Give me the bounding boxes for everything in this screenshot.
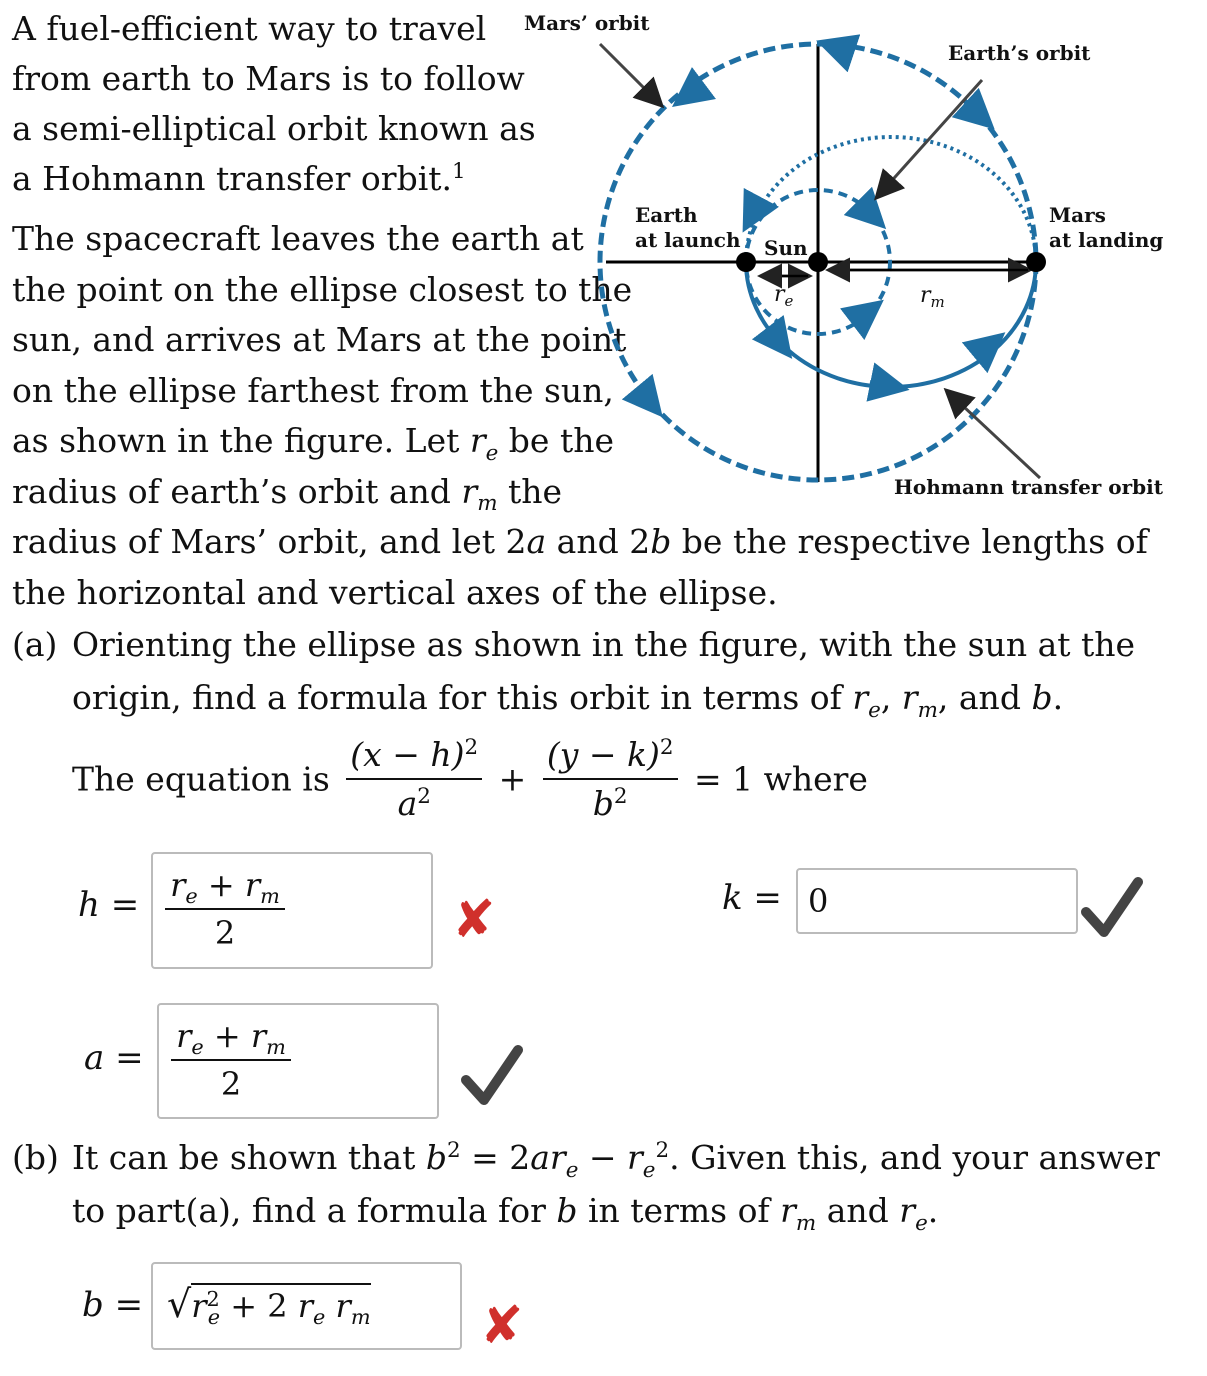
intro-line: A fuel-efficient way to travel (12, 9, 487, 48)
k-label: k = (722, 878, 782, 918)
para-text: be the radius of earth’s orbit and (12, 421, 614, 511)
k-answer-field[interactable] (796, 868, 1078, 934)
part-b-label: (b) (12, 1138, 59, 1177)
hohmann-transfer-path (746, 262, 1036, 387)
var-re: $r_e$ (469, 421, 499, 466)
label-earth-launch-2: at launch (635, 228, 741, 252)
incorrect-icon: ✘ (480, 1296, 524, 1356)
equation-line (72, 735, 972, 825)
intro-line (12, 154, 662, 204)
hohmann-orbit-figure (524, 0, 1180, 510)
var-rm: $r_m$ (461, 471, 498, 516)
label-mars-landing-1: Mars (1049, 203, 1106, 227)
label-earth-orbit: Earth’s orbit (948, 41, 1091, 65)
sun-point (808, 252, 828, 272)
part-a-text: origin, find a formula for this orbit in terms of $r_e$, $r_m$, and b. (72, 678, 1064, 723)
incorrect-icon: ✘ (452, 890, 496, 950)
a-label: a = (84, 1038, 144, 1078)
var-a: a (526, 522, 547, 561)
equation-suffix: = 1 where (694, 759, 868, 799)
label-sun: Sun (764, 236, 808, 260)
label-re: $r_e$ (774, 282, 794, 310)
a-answer-field[interactable]: $\frac{r_e + r_m}{2}$ (157, 1003, 439, 1119)
h-answer-field[interactable]: $\frac{r_e + r_m}{2}$ (151, 852, 433, 969)
mars-point (1026, 252, 1046, 272)
b-answer-field[interactable] (151, 1262, 462, 1350)
intro-line: from earth to Mars is to follow (12, 59, 525, 98)
b-value: $√r^2_e + 2$ $r_e$ $r_m$ (167, 1282, 371, 1330)
correct-icon (460, 1040, 524, 1110)
footnote-marker[interactable]: 1 (452, 159, 466, 185)
label-earth-launch-1: Earth (635, 203, 698, 227)
part-a-label: (a) (12, 625, 58, 664)
correct-icon (1080, 872, 1144, 942)
fraction-x: $\frac{(x - h)^2}{a^2}$ (346, 735, 482, 823)
plus-sign: + (498, 759, 527, 799)
intro-line: a semi-elliptical orbit known as (12, 109, 536, 148)
h-label: h = (78, 885, 140, 925)
para-text: The spacecraft leaves the earth at the point on the ellipse closest to the sun, and arrives at Mars at the point on the ellipse farthest from the sun, as shown in the figure. Let (12, 219, 633, 460)
intro-line-text: a Hohmann transfer orbit. (12, 159, 453, 198)
para-text: and 2 (546, 522, 651, 561)
earth-orbit-pointer (878, 80, 982, 196)
mars-orbit-pointer (600, 44, 660, 104)
part-a (12, 618, 1202, 724)
part-a-text: Orienting the ellipse as shown in the figure, with the sun at the (72, 625, 1136, 664)
fraction-y: $\frac{(y - k)^2}{b^2}$ (543, 735, 678, 823)
k-value: 0 (808, 882, 829, 920)
orbit-direction-arrow (770, 330, 780, 343)
hohmann-pointer (948, 392, 1040, 478)
earth-point (736, 252, 756, 272)
label-mars-landing-2: at landing (1049, 228, 1164, 252)
var-b: b (650, 522, 672, 561)
label-mars-orbit: Mars’ orbit (524, 11, 650, 35)
label-rm: $r_m$ (920, 283, 945, 311)
para-text: be the respective lengths of the horizontal and vertical axes of the ellipse. (12, 522, 1148, 612)
para-text: the radius of Mars’ orbit, and let 2 (12, 471, 563, 561)
orbit-direction-arrow (835, 47, 850, 52)
label-hohmann: Hohmann transfer orbit (894, 475, 1164, 499)
equation-prefix: The equation is (72, 759, 330, 799)
part-b: (b) It can be shown that $b^2 = 2ar_e - r_e^2$. Given this, and your answer to part(a), find a formula for b in terms of $r_m$ and $r_e$. (12, 1131, 1202, 1237)
b-label: b = (82, 1285, 144, 1325)
